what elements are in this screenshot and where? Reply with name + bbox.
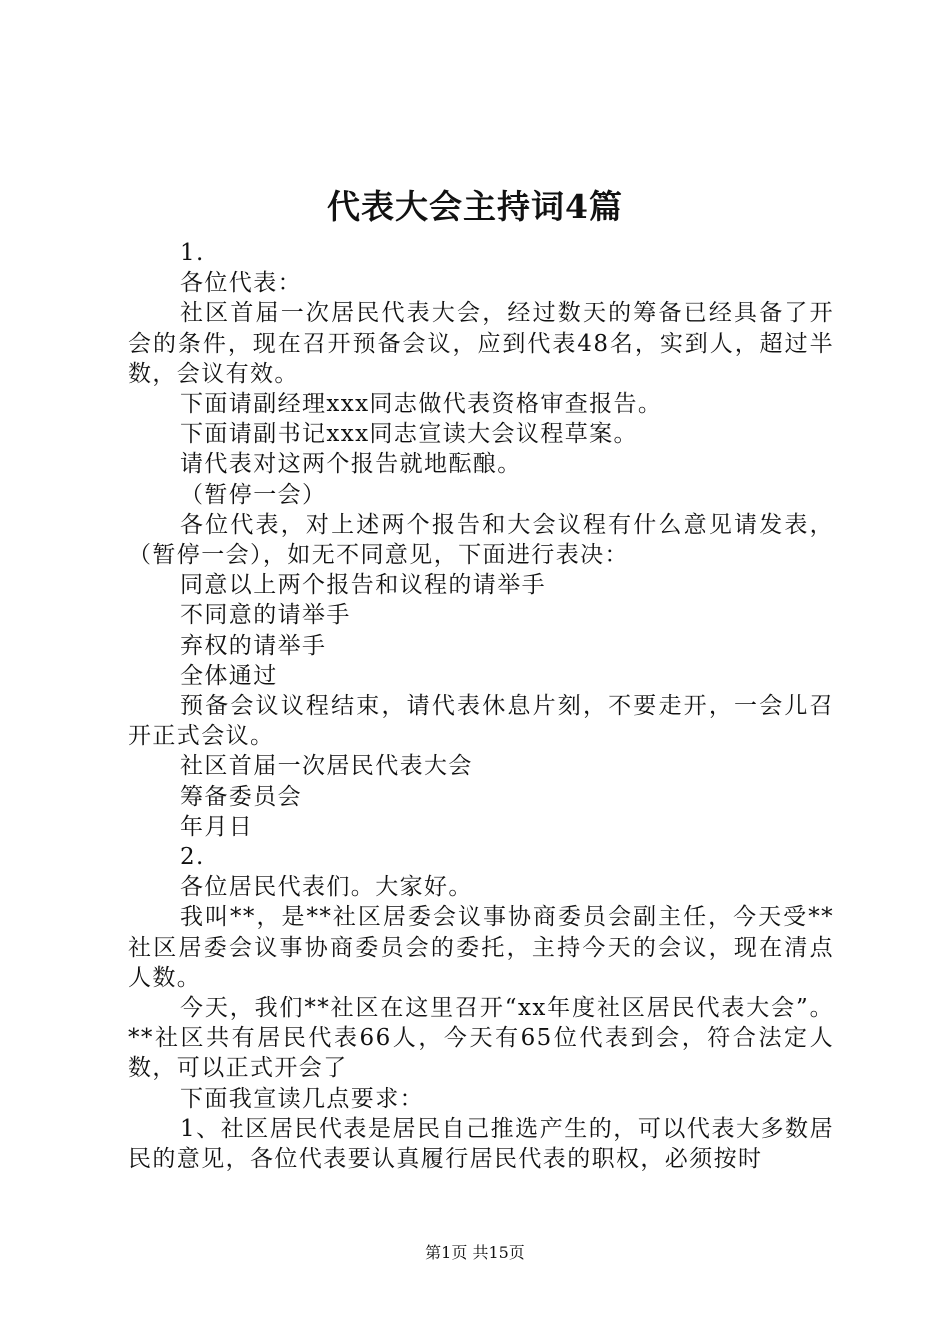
paragraph: （暂停一会）	[180, 481, 327, 508]
document-body	[128, 238, 834, 1174]
paragraph: 1、社区居民代表是居民自己推选产生的，可以代表大多数居民的意见，各位代表要认真履行居民代表的职权，必须按时	[128, 1115, 834, 1173]
paragraph: 今天，我们**社区在这里召开“xx年度社区居民代表大会”。**社区共有居民代表66人，今天有65位代表到会，符合法定人数，可以正式开会了	[128, 995, 834, 1082]
paragraph: 各位居民代表们。大家好。	[180, 874, 473, 901]
paragraph: 我叫**，是**社区居委会议事协商委员会副主任，今天受**社区居委会议事协商委员会的委托，主持今天的会议，现在清点人数。	[128, 904, 834, 991]
paragraph: 筹备委员会	[180, 783, 302, 810]
document-title: 代表大会主持词4篇	[327, 187, 623, 226]
paragraph: 弃权的请举手	[180, 632, 327, 659]
paragraph: 下面请副书记xxx同志宣读大会议程草案。	[180, 421, 638, 448]
paragraph: 社区首届一次居民代表大会，经过数天的筹备已经具备了开会的条件，现在召开预备会议，应到代表48名，实到人，超过半数，会议有效。	[128, 300, 834, 387]
paragraph: 2.	[180, 844, 205, 871]
paragraph: 全体通过	[180, 662, 278, 689]
paragraph: 不同意的请举手	[180, 602, 351, 629]
paragraph: 社区首届一次居民代表大会	[180, 753, 473, 780]
paragraph: 年月日	[180, 813, 254, 840]
paragraph: 预备会议议程结束，请代表休息片刻，不要走开，一会儿召开正式会议。	[128, 693, 834, 750]
paragraph: 各位代表：	[180, 270, 302, 297]
paragraph: 请代表对这两个报告就地酝酿。	[180, 451, 522, 478]
paragraph: 下面我宣读几点要求：	[180, 1085, 424, 1112]
paragraph: 同意以上两个报告和议程的请举手	[180, 572, 546, 599]
page-footer: 第1页 共15页	[425, 1243, 525, 1262]
paragraph: 1.	[180, 240, 205, 266]
paragraph: 下面请副经理xxx同志做代表资格审查报告。	[180, 391, 663, 418]
paragraph: 各位代表，对上述两个报告和大会议程有什么意见请发表，（暂停一会），如无不同意见，下面进行表决：	[128, 511, 834, 569]
